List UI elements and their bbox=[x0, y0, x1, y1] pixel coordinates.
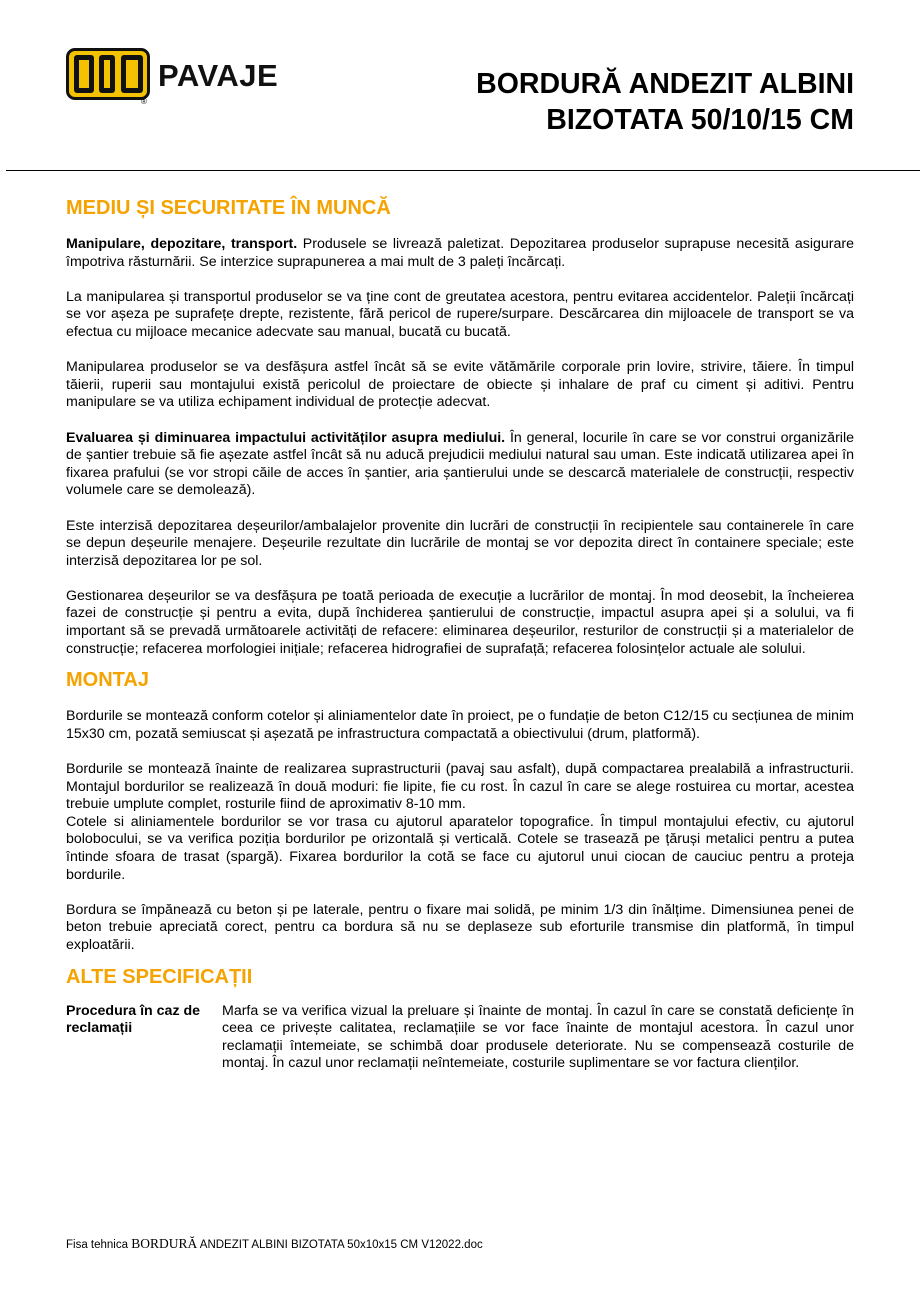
paragraph: Bordurile se montează înainte de realizarea suprastructurii (pavaj sau asfalt), după compactarea prealabilă a infrastructurii. Montajul bordurilor se realizează în două moduri: fie lipite, fie cu rost. În cazul în care se alege rostuirea cu mortar, acestea trebuie umplute complet, rosturile fiind de aproximativ 8-10 mm. bbox=[66, 761, 854, 813]
paragraph: Bordurile se montează conform cotelor și aliniamentelor date în proiect, pe o fundație de beton C12/15 cu secțiunea de minim 15x30 cm, pozată semiuscat și așezată pe infrastructura compactată a obiectivului (drum, platformă). bbox=[66, 708, 854, 742]
paragraph: Gestionarea deșeurilor se va desfășura pe toată perioada de execuție a lucrărilor de montaj. În mod deosebit, la încheierea fazei de construcție și pentru a evita, după închiderea șantierului de construcție, impactul asupra apei și a solului, va fi important să se prevadă următoarele activități de refacere: eliminarea deșeurilor, resturilor de construcții și a materialelor de construcție; refacerea morfologiei inițiale; refacerea hidrografiei de suprafață; refacerea folosințelor actuale ale solului. bbox=[66, 587, 854, 657]
registered-mark: ® bbox=[141, 97, 147, 106]
paragraph: Manipularea produselor se va desfășura astfel încât să se evite vătămările corporale prin lovire, strivire, tăiere. În timpul tăierii, ruperii sau montajului există pericolul de proiectare de obiecte și inhalare de praf cu ciment și aditivi. Pentru manipulare se va utiliza echipament individual de protecție adecvat. bbox=[66, 359, 854, 411]
heading-montaj: MONTAJ bbox=[66, 669, 149, 692]
paragraph: Este interzisă depozitarea deșeurilor/ambalajelor provenite din lucrări de construcții în recipientele sau containerele în care se depun deșeurile menajere. Deșeurile rezultate din lucrările de montaj se vor depozita direct în containere speciale; este interzisă depozitarea lor pe sol. bbox=[66, 517, 854, 569]
page-footer: Fisa tehnica BORDURĂ ANDEZIT ALBINI BIZOTATA 50x10x15 CM V12022.doc bbox=[66, 1236, 483, 1251]
paragraph: Bordura se împănează cu beton și pe laterale, pentru o fixare mai solidă, pe minim 1/3 din înălțime. Dimensiunea penei de beton trebuie apreciată corect, pentru ca bordura să nu se deplaseze sub eforturile transmise din platformă, în timpul exploatării. bbox=[66, 901, 854, 953]
paragraph: Evaluarea și diminuarea impactului activităților asupra mediului. În general, locurile în care se vor construi organizările de șantier trebuie să fie așezate astfel încât să nu aducă prejudicii mediului natural sau uman. Este indicată utilizarea apei în fixarea prafului (se vor stropi căile de acces în șantier, aria șantierului unde se descarcă materialele de construcții, respectiv volumele care se demolează). bbox=[66, 429, 854, 499]
bold-lead: Evaluarea și diminuarea impactului activităților asupra mediului. bbox=[66, 429, 506, 446]
paragraph: Manipulare, depozitare, transport. Produsele se livrează paletizat. Depozitarea produselor suprapuse necesită asigurare împotriva răsturnării. Se interzice suprapunerea a mai mult de 3 paleți încărcați. bbox=[66, 236, 854, 270]
paragraph: La manipularea și transportul produselor se va ține cont de greutatea acestora, pentru evitarea accidentelor. Paleții încărcați se vor așeza pe suprafețe drepte, rezistente, fără pericol de rupere/surpare. Descărcarea din mijloacele de transport se va efectua cu mijloace mecanice adecvate sau manual, bucată cu bucată. bbox=[66, 288, 854, 340]
document-body bbox=[66, 196, 854, 1073]
paragraph: Cotele si aliniamentele bordurilor se vor trasa cu ajutorul aparatelor topografice. În timpul montajului efectiv, cu ajutorul bolobocului, se va verifica poziția bordurilor pe orizontală și verticală. Cotele se trasează pe țăruși metalici pentru a putea întinde sfoara de trasat (spargă). Fixarea bordurilor la cotă se face cu ajutorul unui ciocan de cauciuc pentru a proteja bordurile. bbox=[66, 813, 854, 883]
title-line-2: BIZOTATA 50/10/15 CM bbox=[546, 104, 854, 136]
document-title bbox=[476, 66, 854, 138]
bold-lead: Manipulare, depozitare, transport. bbox=[66, 236, 298, 252]
elis-pavaje-logo bbox=[66, 48, 296, 108]
heading-mediu: MEDIU ȘI SECURITATE ÎN MUNCĂ bbox=[66, 197, 391, 219]
title-line-1: BORDURĂ ANDEZIT ALBINI bbox=[476, 68, 854, 100]
heading-alte-specificatii: ALTE SPECIFICAȚII bbox=[66, 965, 253, 988]
header-divider bbox=[6, 170, 920, 171]
brand-name: PAVAJE bbox=[158, 58, 279, 93]
spec-label: Procedura în caz de reclamații bbox=[66, 1002, 201, 1037]
spec-text: Marfa se va verifica vizual la preluare și înainte de montaj. În cazul în care se constată deficiențe în ceea ce privește calitatea, reclamațiile se vor face înainte de montajul acestora. În cazul unor reclamații întemeiate, se schimbă doar produsele deteriorate. Nu se compensează costurile de montaj. În cazul unor reclamații neîntemeiate, costurile suplimentare se vor factura clienților. bbox=[222, 1002, 854, 1072]
spec-row bbox=[66, 1003, 854, 1073]
elis-logo-icon bbox=[66, 48, 150, 100]
page-header bbox=[0, 0, 920, 171]
